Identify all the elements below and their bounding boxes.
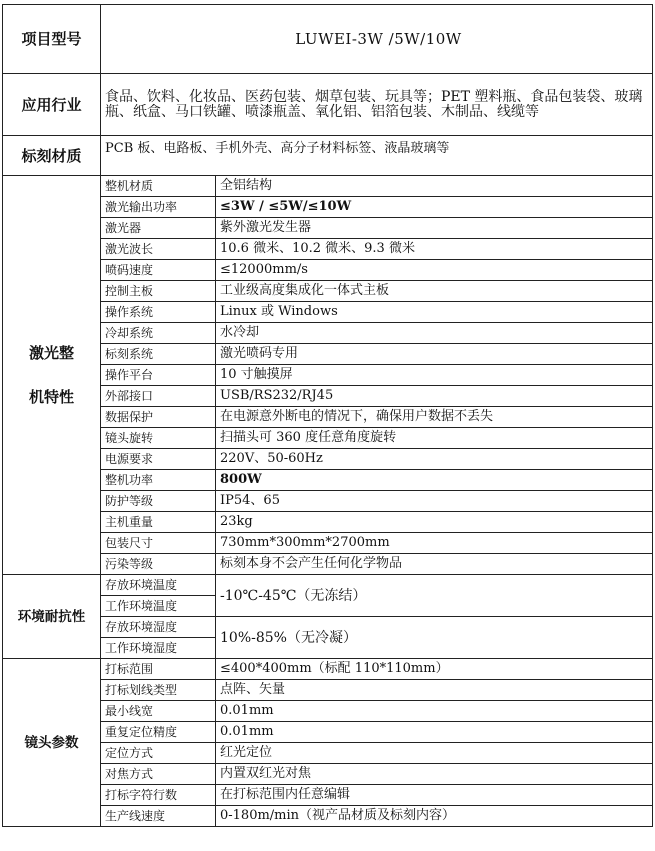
spec-label: 打标划线类型	[101, 680, 216, 701]
spec-value: 全铝结构	[216, 176, 653, 197]
spec-label: 激光器	[101, 218, 216, 239]
spec-label: 打标范围	[101, 659, 216, 680]
environment-section-label: 环境耐抗性	[3, 575, 101, 659]
table-row	[3, 239, 653, 260]
materials-label: 标刻材质	[3, 136, 101, 176]
table-row	[3, 806, 653, 827]
spec-value: USB/RS232/RJ45	[216, 386, 653, 407]
spec-value: ≤12000mm/s	[216, 260, 653, 281]
spec-label: 冷却系统	[101, 323, 216, 344]
spec-label: 操作系统	[101, 302, 216, 323]
spec-label: 存放环境温度	[101, 575, 216, 596]
lens-section-label: 镜头参数	[3, 659, 101, 827]
spec-label: 喷码速度	[101, 260, 216, 281]
spec-label: 激光输出功率	[101, 197, 216, 218]
spec-label: 电源要求	[101, 449, 216, 470]
machine-section	[3, 176, 653, 575]
table-row	[3, 344, 653, 365]
spec-label: 标刻系统	[101, 344, 216, 365]
table-row	[3, 680, 653, 701]
spec-value: 内置双红光对焦	[216, 764, 653, 785]
spec-value: 标刻本身不会产生任何化学物品	[216, 554, 653, 575]
table-row	[3, 743, 653, 764]
table-row	[3, 659, 653, 680]
materials-value: PCB 板、电路板、手机外壳、高分子材料标签、液晶玻璃等	[101, 136, 653, 176]
spec-label: 工作环境湿度	[101, 638, 216, 659]
materials-row	[3, 136, 653, 176]
spec-label: 重复定位精度	[101, 722, 216, 743]
table-row	[3, 407, 653, 428]
table-row	[3, 281, 653, 302]
table-row	[3, 470, 653, 491]
spec-value: 800W	[216, 470, 653, 491]
spec-value: 10.6 微米、10.2 微米、9.3 微米	[216, 239, 653, 260]
spec-value: 红光定位	[216, 743, 653, 764]
machine-label-line2: 机特性	[28, 388, 74, 406]
table-row	[3, 197, 653, 218]
table-row	[3, 218, 653, 239]
spec-value: 紫外激光发生器	[216, 218, 653, 239]
spec-label: 整机功率	[101, 470, 216, 491]
table-row	[3, 701, 653, 722]
spec-label: 控制主板	[101, 281, 216, 302]
spec-value: 点阵、矢量	[216, 680, 653, 701]
spec-label: 外部接口	[101, 386, 216, 407]
spec-label: 最小线宽	[101, 701, 216, 722]
spec-label: 工作环境温度	[101, 596, 216, 617]
table-row	[3, 575, 653, 596]
spec-label: 包装尺寸	[101, 533, 216, 554]
spec-label: 污染等级	[101, 554, 216, 575]
humidity-value: 10%-85%（无冷凝）	[216, 617, 653, 659]
spec-value: 在打标范围内任意编辑	[216, 785, 653, 806]
table-row	[3, 785, 653, 806]
table-row	[3, 722, 653, 743]
spec-value: 220V、50-60Hz	[216, 449, 653, 470]
spec-table	[2, 4, 653, 827]
spec-label: 数据保护	[101, 407, 216, 428]
model-row	[3, 5, 653, 74]
spec-value: 在电源意外断电的情况下，确保用户数据不丢失	[216, 407, 653, 428]
table-row	[3, 617, 653, 638]
table-row	[3, 386, 653, 407]
spec-value: 激光喷码专用	[216, 344, 653, 365]
spec-label: 主机重量	[101, 512, 216, 533]
spec-value: 23kg	[216, 512, 653, 533]
table-row	[3, 554, 653, 575]
application-label: 应用行业	[3, 74, 101, 136]
environment-section	[3, 575, 653, 659]
spec-label: 定位方式	[101, 743, 216, 764]
table-row	[3, 323, 653, 344]
spec-value: 10 寸触摸屏	[216, 365, 653, 386]
table-row	[3, 365, 653, 386]
model-value: LUWEI-3W /5W/10W	[101, 5, 653, 74]
table-row	[3, 302, 653, 323]
spec-value: ≤400*400mm（标配 110*110mm）	[216, 659, 653, 680]
spec-label: 操作平台	[101, 365, 216, 386]
spec-value: 扫描头可 360 度任意角度旋转	[216, 428, 653, 449]
spec-value: IP54、65	[216, 491, 653, 512]
spec-value: 0.01mm	[216, 722, 653, 743]
spec-value: Linux 或 Windows	[216, 302, 653, 323]
spec-value: 730mm*300mm*2700mm	[216, 533, 653, 554]
spec-label: 镜头旋转	[101, 428, 216, 449]
spec-label: 打标字符行数	[101, 785, 216, 806]
spec-label: 生产线速度	[101, 806, 216, 827]
table-row	[3, 428, 653, 449]
spec-label: 防护等级	[101, 491, 216, 512]
table-row	[3, 176, 653, 197]
temperature-value: -10℃-45℃（无冻结）	[216, 575, 653, 617]
spec-label: 激光波长	[101, 239, 216, 260]
spec-label: 对焦方式	[101, 764, 216, 785]
spec-value: 水冷却	[216, 323, 653, 344]
spec-label: 存放环境湿度	[101, 617, 216, 638]
spec-value: 0.01mm	[216, 701, 653, 722]
machine-label-line1: 激光整	[28, 344, 74, 362]
application-row	[3, 74, 653, 136]
table-row	[3, 764, 653, 785]
spec-label: 整机材质	[101, 176, 216, 197]
model-label: 项目型号	[3, 5, 101, 74]
spec-value: 0-180m/min（视产品材质及标刻内容）	[216, 806, 653, 827]
table-row	[3, 533, 653, 554]
table-row	[3, 260, 653, 281]
machine-section-label	[3, 176, 101, 575]
spec-value: ≤3W / ≤5W/≤10W	[216, 197, 653, 218]
spec-value: 工业级高度集成化一体式主板	[216, 281, 653, 302]
lens-section	[3, 659, 653, 827]
table-row	[3, 449, 653, 470]
table-row	[3, 491, 653, 512]
table-row	[3, 512, 653, 533]
application-value: 食品、饮料、化妆品、医药包装、烟草包装、玩具等；PET 塑料瓶、食品包装袋、玻璃瓶、纸盒、马口铁罐、喷漆瓶盖、氧化铝、铝箔包装、木制品、线缆等	[101, 74, 653, 136]
